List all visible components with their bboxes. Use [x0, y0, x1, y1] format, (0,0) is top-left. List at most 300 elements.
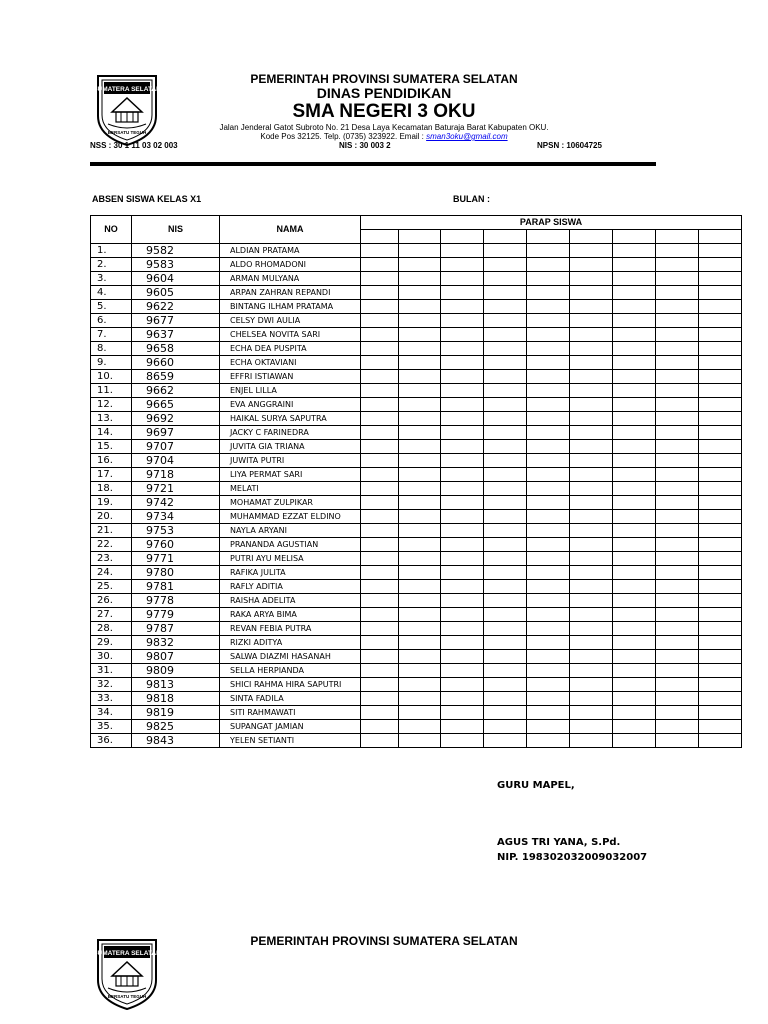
parap-cell[interactable]: [361, 454, 399, 468]
parap-cell[interactable]: [399, 370, 441, 384]
parap-cell[interactable]: [361, 552, 399, 566]
parap-cell[interactable]: [399, 552, 441, 566]
parap-cell[interactable]: [441, 258, 484, 272]
parap-cell[interactable]: [361, 636, 399, 650]
parap-cell[interactable]: [656, 706, 699, 720]
parap-cell[interactable]: [699, 636, 742, 650]
parap-cell[interactable]: [613, 272, 656, 286]
parap-cell[interactable]: [570, 370, 613, 384]
parap-cell[interactable]: [484, 566, 527, 580]
parap-cell[interactable]: [699, 552, 742, 566]
parap-cell[interactable]: [699, 720, 742, 734]
parap-cell[interactable]: [656, 692, 699, 706]
parap-cell[interactable]: [613, 328, 656, 342]
parap-cell[interactable]: [399, 496, 441, 510]
parap-cell[interactable]: [361, 328, 399, 342]
parap-cell[interactable]: [399, 454, 441, 468]
parap-cell[interactable]: [361, 622, 399, 636]
parap-cell[interactable]: [527, 496, 570, 510]
parap-cell[interactable]: [441, 538, 484, 552]
parap-cell[interactable]: [570, 524, 613, 538]
parap-cell[interactable]: [570, 482, 613, 496]
parap-cell[interactable]: [484, 524, 527, 538]
parap-cell[interactable]: [527, 678, 570, 692]
parap-cell[interactable]: [699, 468, 742, 482]
parap-cell[interactable]: [570, 692, 613, 706]
parap-cell[interactable]: [527, 412, 570, 426]
parap-cell[interactable]: [484, 552, 527, 566]
parap-cell[interactable]: [699, 412, 742, 426]
parap-cell[interactable]: [399, 538, 441, 552]
parap-cell[interactable]: [656, 678, 699, 692]
parap-cell[interactable]: [441, 510, 484, 524]
parap-cell[interactable]: [361, 706, 399, 720]
parap-cell[interactable]: [527, 384, 570, 398]
parap-cell[interactable]: [570, 328, 613, 342]
parap-cell[interactable]: [613, 370, 656, 384]
parap-cell[interactable]: [484, 272, 527, 286]
parap-cell[interactable]: [656, 720, 699, 734]
parap-cell[interactable]: [441, 664, 484, 678]
parap-cell[interactable]: [484, 314, 527, 328]
parap-cell[interactable]: [699, 678, 742, 692]
parap-cell[interactable]: [656, 356, 699, 370]
parap-cell[interactable]: [399, 384, 441, 398]
parap-cell[interactable]: [570, 580, 613, 594]
parap-cell[interactable]: [399, 342, 441, 356]
parap-cell[interactable]: [361, 678, 399, 692]
parap-cell[interactable]: [361, 440, 399, 454]
parap-cell[interactable]: [699, 496, 742, 510]
parap-cell[interactable]: [441, 286, 484, 300]
parap-cell[interactable]: [570, 538, 613, 552]
parap-cell[interactable]: [361, 720, 399, 734]
parap-cell[interactable]: [527, 426, 570, 440]
parap-cell[interactable]: [361, 734, 399, 748]
parap-cell[interactable]: [699, 566, 742, 580]
parap-cell[interactable]: [441, 244, 484, 258]
parap-cell[interactable]: [399, 706, 441, 720]
parap-cell[interactable]: [361, 370, 399, 384]
parap-cell[interactable]: [699, 510, 742, 524]
parap-cell[interactable]: [527, 440, 570, 454]
parap-cell[interactable]: [699, 692, 742, 706]
parap-cell[interactable]: [699, 328, 742, 342]
parap-cell[interactable]: [484, 356, 527, 370]
parap-cell[interactable]: [441, 636, 484, 650]
parap-cell[interactable]: [441, 692, 484, 706]
parap-cell[interactable]: [699, 244, 742, 258]
parap-cell[interactable]: [441, 496, 484, 510]
parap-cell[interactable]: [484, 454, 527, 468]
parap-cell[interactable]: [441, 398, 484, 412]
parap-cell[interactable]: [527, 454, 570, 468]
parap-cell[interactable]: [441, 706, 484, 720]
parap-cell[interactable]: [699, 650, 742, 664]
parap-cell[interactable]: [570, 664, 613, 678]
parap-cell[interactable]: [527, 482, 570, 496]
parap-cell[interactable]: [441, 384, 484, 398]
parap-cell[interactable]: [399, 524, 441, 538]
parap-cell[interactable]: [361, 300, 399, 314]
parap-cell[interactable]: [613, 524, 656, 538]
parap-cell[interactable]: [656, 440, 699, 454]
parap-cell[interactable]: [484, 580, 527, 594]
parap-cell[interactable]: [570, 398, 613, 412]
parap-cell[interactable]: [613, 468, 656, 482]
parap-cell[interactable]: [441, 678, 484, 692]
parap-cell[interactable]: [441, 734, 484, 748]
parap-cell[interactable]: [699, 524, 742, 538]
parap-cell[interactable]: [399, 300, 441, 314]
parap-cell[interactable]: [656, 636, 699, 650]
parap-cell[interactable]: [441, 594, 484, 608]
parap-cell[interactable]: [699, 258, 742, 272]
parap-cell[interactable]: [570, 272, 613, 286]
parap-cell[interactable]: [484, 342, 527, 356]
parap-cell[interactable]: [361, 510, 399, 524]
parap-cell[interactable]: [441, 272, 484, 286]
parap-cell[interactable]: [570, 734, 613, 748]
parap-cell[interactable]: [527, 580, 570, 594]
parap-cell[interactable]: [527, 538, 570, 552]
parap-cell[interactable]: [656, 622, 699, 636]
parap-cell[interactable]: [484, 398, 527, 412]
parap-cell[interactable]: [570, 552, 613, 566]
parap-cell[interactable]: [613, 426, 656, 440]
parap-cell[interactable]: [441, 370, 484, 384]
parap-cell[interactable]: [570, 496, 613, 510]
parap-cell[interactable]: [484, 664, 527, 678]
parap-cell[interactable]: [570, 468, 613, 482]
parap-cell[interactable]: [361, 664, 399, 678]
parap-cell[interactable]: [484, 384, 527, 398]
parap-cell[interactable]: [656, 384, 699, 398]
parap-cell[interactable]: [441, 440, 484, 454]
parap-cell[interactable]: [570, 426, 613, 440]
parap-cell[interactable]: [527, 608, 570, 622]
parap-cell[interactable]: [613, 650, 656, 664]
parap-cell[interactable]: [361, 412, 399, 426]
parap-cell[interactable]: [361, 650, 399, 664]
parap-cell[interactable]: [441, 482, 484, 496]
parap-cell[interactable]: [399, 692, 441, 706]
parap-cell[interactable]: [484, 636, 527, 650]
parap-cell[interactable]: [570, 650, 613, 664]
parap-cell[interactable]: [399, 720, 441, 734]
parap-cell[interactable]: [484, 734, 527, 748]
parap-cell[interactable]: [570, 356, 613, 370]
parap-cell[interactable]: [699, 440, 742, 454]
parap-cell[interactable]: [570, 720, 613, 734]
parap-cell[interactable]: [399, 314, 441, 328]
parap-cell[interactable]: [570, 510, 613, 524]
parap-cell[interactable]: [656, 244, 699, 258]
parap-cell[interactable]: [699, 370, 742, 384]
parap-cell[interactable]: [361, 342, 399, 356]
parap-cell[interactable]: [699, 664, 742, 678]
parap-cell[interactable]: [484, 678, 527, 692]
parap-cell[interactable]: [361, 356, 399, 370]
parap-cell[interactable]: [527, 468, 570, 482]
parap-cell[interactable]: [399, 594, 441, 608]
parap-cell[interactable]: [399, 650, 441, 664]
parap-cell[interactable]: [699, 398, 742, 412]
parap-cell[interactable]: [484, 608, 527, 622]
parap-cell[interactable]: [399, 286, 441, 300]
parap-cell[interactable]: [399, 482, 441, 496]
parap-cell[interactable]: [656, 300, 699, 314]
parap-cell[interactable]: [656, 412, 699, 426]
parap-cell[interactable]: [484, 286, 527, 300]
parap-cell[interactable]: [570, 636, 613, 650]
parap-cell[interactable]: [699, 622, 742, 636]
parap-cell[interactable]: [399, 622, 441, 636]
parap-cell[interactable]: [613, 286, 656, 300]
parap-cell[interactable]: [484, 370, 527, 384]
parap-cell[interactable]: [361, 244, 399, 258]
parap-cell[interactable]: [570, 300, 613, 314]
parap-cell[interactable]: [361, 524, 399, 538]
parap-cell[interactable]: [570, 608, 613, 622]
parap-cell[interactable]: [613, 580, 656, 594]
parap-cell[interactable]: [484, 468, 527, 482]
parap-cell[interactable]: [527, 272, 570, 286]
parap-cell[interactable]: [484, 594, 527, 608]
parap-cell[interactable]: [570, 412, 613, 426]
parap-cell[interactable]: [527, 356, 570, 370]
parap-cell[interactable]: [399, 440, 441, 454]
parap-cell[interactable]: [656, 342, 699, 356]
parap-cell[interactable]: [613, 440, 656, 454]
parap-cell[interactable]: [361, 594, 399, 608]
parap-cell[interactable]: [484, 328, 527, 342]
parap-cell[interactable]: [699, 538, 742, 552]
parap-cell[interactable]: [399, 398, 441, 412]
parap-cell[interactable]: [527, 552, 570, 566]
parap-cell[interactable]: [656, 426, 699, 440]
parap-cell[interactable]: [441, 412, 484, 426]
parap-cell[interactable]: [441, 608, 484, 622]
parap-cell[interactable]: [484, 440, 527, 454]
parap-cell[interactable]: [441, 328, 484, 342]
parap-cell[interactable]: [361, 258, 399, 272]
parap-cell[interactable]: [399, 244, 441, 258]
parap-cell[interactable]: [361, 398, 399, 412]
parap-cell[interactable]: [656, 314, 699, 328]
parap-cell[interactable]: [656, 510, 699, 524]
parap-cell[interactable]: [570, 594, 613, 608]
email-link[interactable]: sman3oku@gmail.com: [426, 132, 508, 141]
parap-cell[interactable]: [613, 706, 656, 720]
parap-cell[interactable]: [613, 300, 656, 314]
parap-cell[interactable]: [613, 594, 656, 608]
parap-cell[interactable]: [656, 566, 699, 580]
parap-cell[interactable]: [441, 342, 484, 356]
parap-cell[interactable]: [527, 594, 570, 608]
parap-cell[interactable]: [527, 300, 570, 314]
parap-cell[interactable]: [399, 510, 441, 524]
parap-cell[interactable]: [613, 720, 656, 734]
parap-cell[interactable]: [656, 482, 699, 496]
parap-cell[interactable]: [484, 482, 527, 496]
parap-cell[interactable]: [361, 482, 399, 496]
parap-cell[interactable]: [484, 426, 527, 440]
parap-cell[interactable]: [361, 538, 399, 552]
parap-cell[interactable]: [399, 580, 441, 594]
parap-cell[interactable]: [613, 356, 656, 370]
parap-cell[interactable]: [656, 468, 699, 482]
parap-cell[interactable]: [699, 272, 742, 286]
parap-cell[interactable]: [570, 622, 613, 636]
parap-cell[interactable]: [527, 566, 570, 580]
parap-cell[interactable]: [656, 454, 699, 468]
parap-cell[interactable]: [699, 580, 742, 594]
parap-cell[interactable]: [527, 510, 570, 524]
parap-cell[interactable]: [484, 510, 527, 524]
parap-cell[interactable]: [699, 482, 742, 496]
parap-cell[interactable]: [484, 706, 527, 720]
parap-cell[interactable]: [656, 594, 699, 608]
parap-cell[interactable]: [399, 328, 441, 342]
parap-cell[interactable]: [484, 300, 527, 314]
parap-cell[interactable]: [699, 608, 742, 622]
parap-cell[interactable]: [656, 286, 699, 300]
parap-cell[interactable]: [613, 258, 656, 272]
parap-cell[interactable]: [699, 356, 742, 370]
parap-cell[interactable]: [613, 454, 656, 468]
parap-cell[interactable]: [527, 720, 570, 734]
parap-cell[interactable]: [399, 426, 441, 440]
parap-cell[interactable]: [570, 678, 613, 692]
parap-cell[interactable]: [613, 552, 656, 566]
parap-cell[interactable]: [570, 314, 613, 328]
parap-cell[interactable]: [527, 398, 570, 412]
parap-cell[interactable]: [527, 622, 570, 636]
parap-cell[interactable]: [441, 566, 484, 580]
parap-cell[interactable]: [484, 258, 527, 272]
parap-cell[interactable]: [699, 384, 742, 398]
parap-cell[interactable]: [399, 566, 441, 580]
parap-cell[interactable]: [613, 678, 656, 692]
parap-cell[interactable]: [441, 552, 484, 566]
parap-cell[interactable]: [699, 454, 742, 468]
parap-cell[interactable]: [399, 608, 441, 622]
parap-cell[interactable]: [613, 636, 656, 650]
parap-cell[interactable]: [613, 734, 656, 748]
parap-cell[interactable]: [527, 706, 570, 720]
parap-cell[interactable]: [361, 272, 399, 286]
parap-cell[interactable]: [484, 538, 527, 552]
parap-cell[interactable]: [399, 412, 441, 426]
parap-cell[interactable]: [361, 580, 399, 594]
parap-cell[interactable]: [527, 650, 570, 664]
parap-cell[interactable]: [656, 608, 699, 622]
parap-cell[interactable]: [613, 398, 656, 412]
parap-cell[interactable]: [399, 272, 441, 286]
parap-cell[interactable]: [441, 524, 484, 538]
parap-cell[interactable]: [613, 608, 656, 622]
parap-cell[interactable]: [527, 258, 570, 272]
parap-cell[interactable]: [527, 692, 570, 706]
parap-cell[interactable]: [399, 468, 441, 482]
parap-cell[interactable]: [441, 580, 484, 594]
parap-cell[interactable]: [570, 440, 613, 454]
parap-cell[interactable]: [484, 496, 527, 510]
parap-cell[interactable]: [441, 720, 484, 734]
parap-cell[interactable]: [699, 734, 742, 748]
parap-cell[interactable]: [656, 328, 699, 342]
parap-cell[interactable]: [656, 580, 699, 594]
parap-cell[interactable]: [613, 692, 656, 706]
parap-cell[interactable]: [527, 286, 570, 300]
parap-cell[interactable]: [361, 496, 399, 510]
parap-cell[interactable]: [656, 258, 699, 272]
parap-cell[interactable]: [399, 258, 441, 272]
parap-cell[interactable]: [613, 664, 656, 678]
parap-cell[interactable]: [699, 286, 742, 300]
parap-cell[interactable]: [570, 454, 613, 468]
parap-cell[interactable]: [656, 552, 699, 566]
parap-cell[interactable]: [570, 342, 613, 356]
parap-cell[interactable]: [656, 650, 699, 664]
parap-cell[interactable]: [699, 342, 742, 356]
parap-cell[interactable]: [484, 244, 527, 258]
parap-cell[interactable]: [484, 692, 527, 706]
parap-cell[interactable]: [441, 650, 484, 664]
parap-cell[interactable]: [570, 566, 613, 580]
parap-cell[interactable]: [361, 426, 399, 440]
parap-cell[interactable]: [699, 300, 742, 314]
parap-cell[interactable]: [613, 622, 656, 636]
parap-cell[interactable]: [699, 594, 742, 608]
parap-cell[interactable]: [399, 356, 441, 370]
parap-cell[interactable]: [399, 636, 441, 650]
parap-cell[interactable]: [399, 734, 441, 748]
parap-cell[interactable]: [699, 426, 742, 440]
parap-cell[interactable]: [527, 636, 570, 650]
parap-cell[interactable]: [570, 706, 613, 720]
parap-cell[interactable]: [570, 258, 613, 272]
parap-cell[interactable]: [527, 664, 570, 678]
parap-cell[interactable]: [527, 524, 570, 538]
parap-cell[interactable]: [484, 622, 527, 636]
parap-cell[interactable]: [361, 468, 399, 482]
parap-cell[interactable]: [527, 244, 570, 258]
parap-cell[interactable]: [613, 244, 656, 258]
parap-cell[interactable]: [527, 314, 570, 328]
parap-cell[interactable]: [361, 384, 399, 398]
parap-cell[interactable]: [570, 286, 613, 300]
parap-cell[interactable]: [656, 524, 699, 538]
parap-cell[interactable]: [613, 342, 656, 356]
parap-cell[interactable]: [656, 664, 699, 678]
parap-cell[interactable]: [656, 538, 699, 552]
parap-cell[interactable]: [613, 412, 656, 426]
parap-cell[interactable]: [527, 370, 570, 384]
parap-cell[interactable]: [656, 496, 699, 510]
parap-cell[interactable]: [441, 356, 484, 370]
parap-cell[interactable]: [484, 412, 527, 426]
parap-cell[interactable]: [656, 272, 699, 286]
parap-cell[interactable]: [361, 314, 399, 328]
parap-cell[interactable]: [441, 454, 484, 468]
parap-cell[interactable]: [399, 664, 441, 678]
parap-cell[interactable]: [656, 734, 699, 748]
parap-cell[interactable]: [441, 314, 484, 328]
parap-cell[interactable]: [527, 328, 570, 342]
parap-cell[interactable]: [527, 734, 570, 748]
